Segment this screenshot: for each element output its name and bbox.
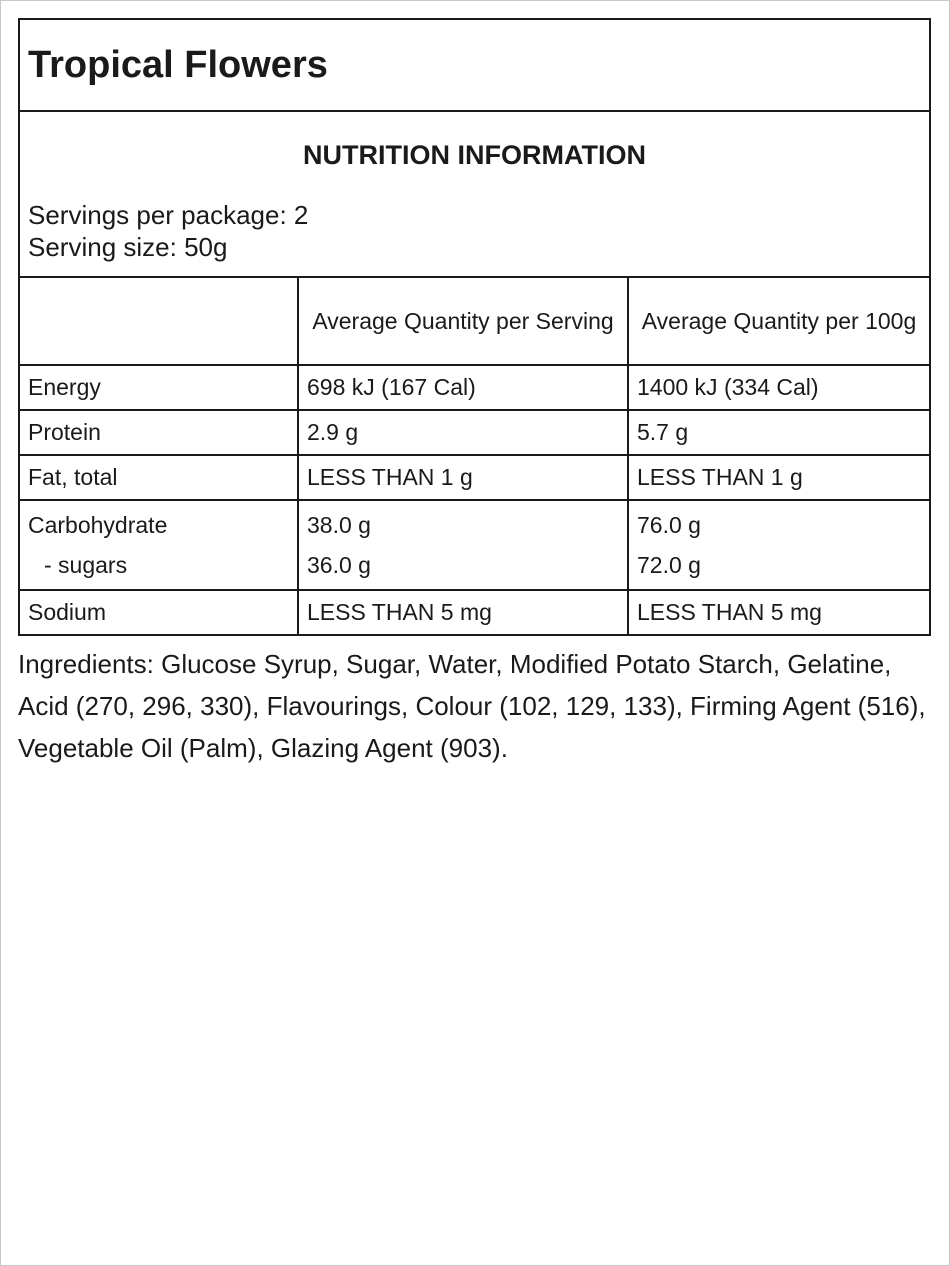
servings-per-package: Servings per package: 2 bbox=[28, 200, 309, 230]
per-serving-value: 38.0 g bbox=[307, 512, 371, 538]
nutrient-label: Energy bbox=[20, 365, 298, 410]
serving-size: Serving size: 50g bbox=[28, 232, 228, 262]
sugars-per-100g-value: 72.0 g bbox=[637, 552, 701, 578]
per-serving-value: LESS THAN 1 g bbox=[298, 455, 628, 500]
nutrition-table bbox=[20, 278, 929, 634]
table-row-sodium bbox=[20, 590, 929, 634]
per-100g-value: LESS THAN 5 mg bbox=[637, 599, 822, 625]
per-100g-value: 5.7 g bbox=[628, 410, 929, 455]
carbohydrate-per-serving-cell bbox=[298, 500, 628, 590]
servings-info bbox=[28, 199, 308, 263]
nutrient-label: Protein bbox=[20, 410, 298, 455]
per-100g-value: 76.0 g bbox=[637, 512, 701, 538]
ingredients-text: Ingredients: Glucose Syrup, Sugar, Water, Modified Potato Starch, Gelatine, Acid (270, 296, 330), Flavourings, Colour (102, 129, 133), Firming Agent (516), Vegetable Oil (Palm), Glazing Agent (903). bbox=[18, 649, 926, 763]
sugars-per-serving-value: 36.0 g bbox=[307, 552, 371, 578]
nutrient-label: Carbohydrate bbox=[28, 512, 168, 538]
table-row-energy bbox=[20, 365, 929, 410]
sub-nutrient-label: - sugars bbox=[44, 552, 128, 578]
nutrient-label: Sodium bbox=[20, 590, 298, 634]
table-header-row bbox=[20, 278, 929, 365]
carbohydrate-label-cell bbox=[20, 500, 298, 590]
nutrition-heading: NUTRITION INFORMATION bbox=[303, 140, 646, 170]
title-row bbox=[20, 20, 929, 112]
per-100g-value: LESS THAN 1 g bbox=[628, 455, 929, 500]
column-header-per-100g: Average Quantity per 100g bbox=[628, 278, 929, 365]
product-title: Tropical Flowers bbox=[28, 43, 328, 86]
per-100g-value: 1400 kJ (334 Cal) bbox=[628, 365, 929, 410]
column-header-per-serving: Average Quantity per Serving bbox=[298, 278, 628, 365]
per-serving-value: 2.9 g bbox=[298, 410, 628, 455]
per-serving-value: 698 kJ (167 Cal) bbox=[298, 365, 628, 410]
table-row-fat bbox=[20, 455, 929, 500]
table-row-protein bbox=[20, 410, 929, 455]
column-header-nutrient bbox=[20, 278, 298, 365]
carbohydrate-per-100g-cell bbox=[628, 500, 929, 590]
per-serving-value: LESS THAN 5 mg bbox=[298, 590, 628, 634]
nutrient-label: Fat, total bbox=[20, 455, 298, 500]
table-row-carbohydrate bbox=[20, 500, 929, 590]
nutrition-panel bbox=[18, 18, 931, 636]
nutrition-info-block bbox=[20, 112, 929, 278]
